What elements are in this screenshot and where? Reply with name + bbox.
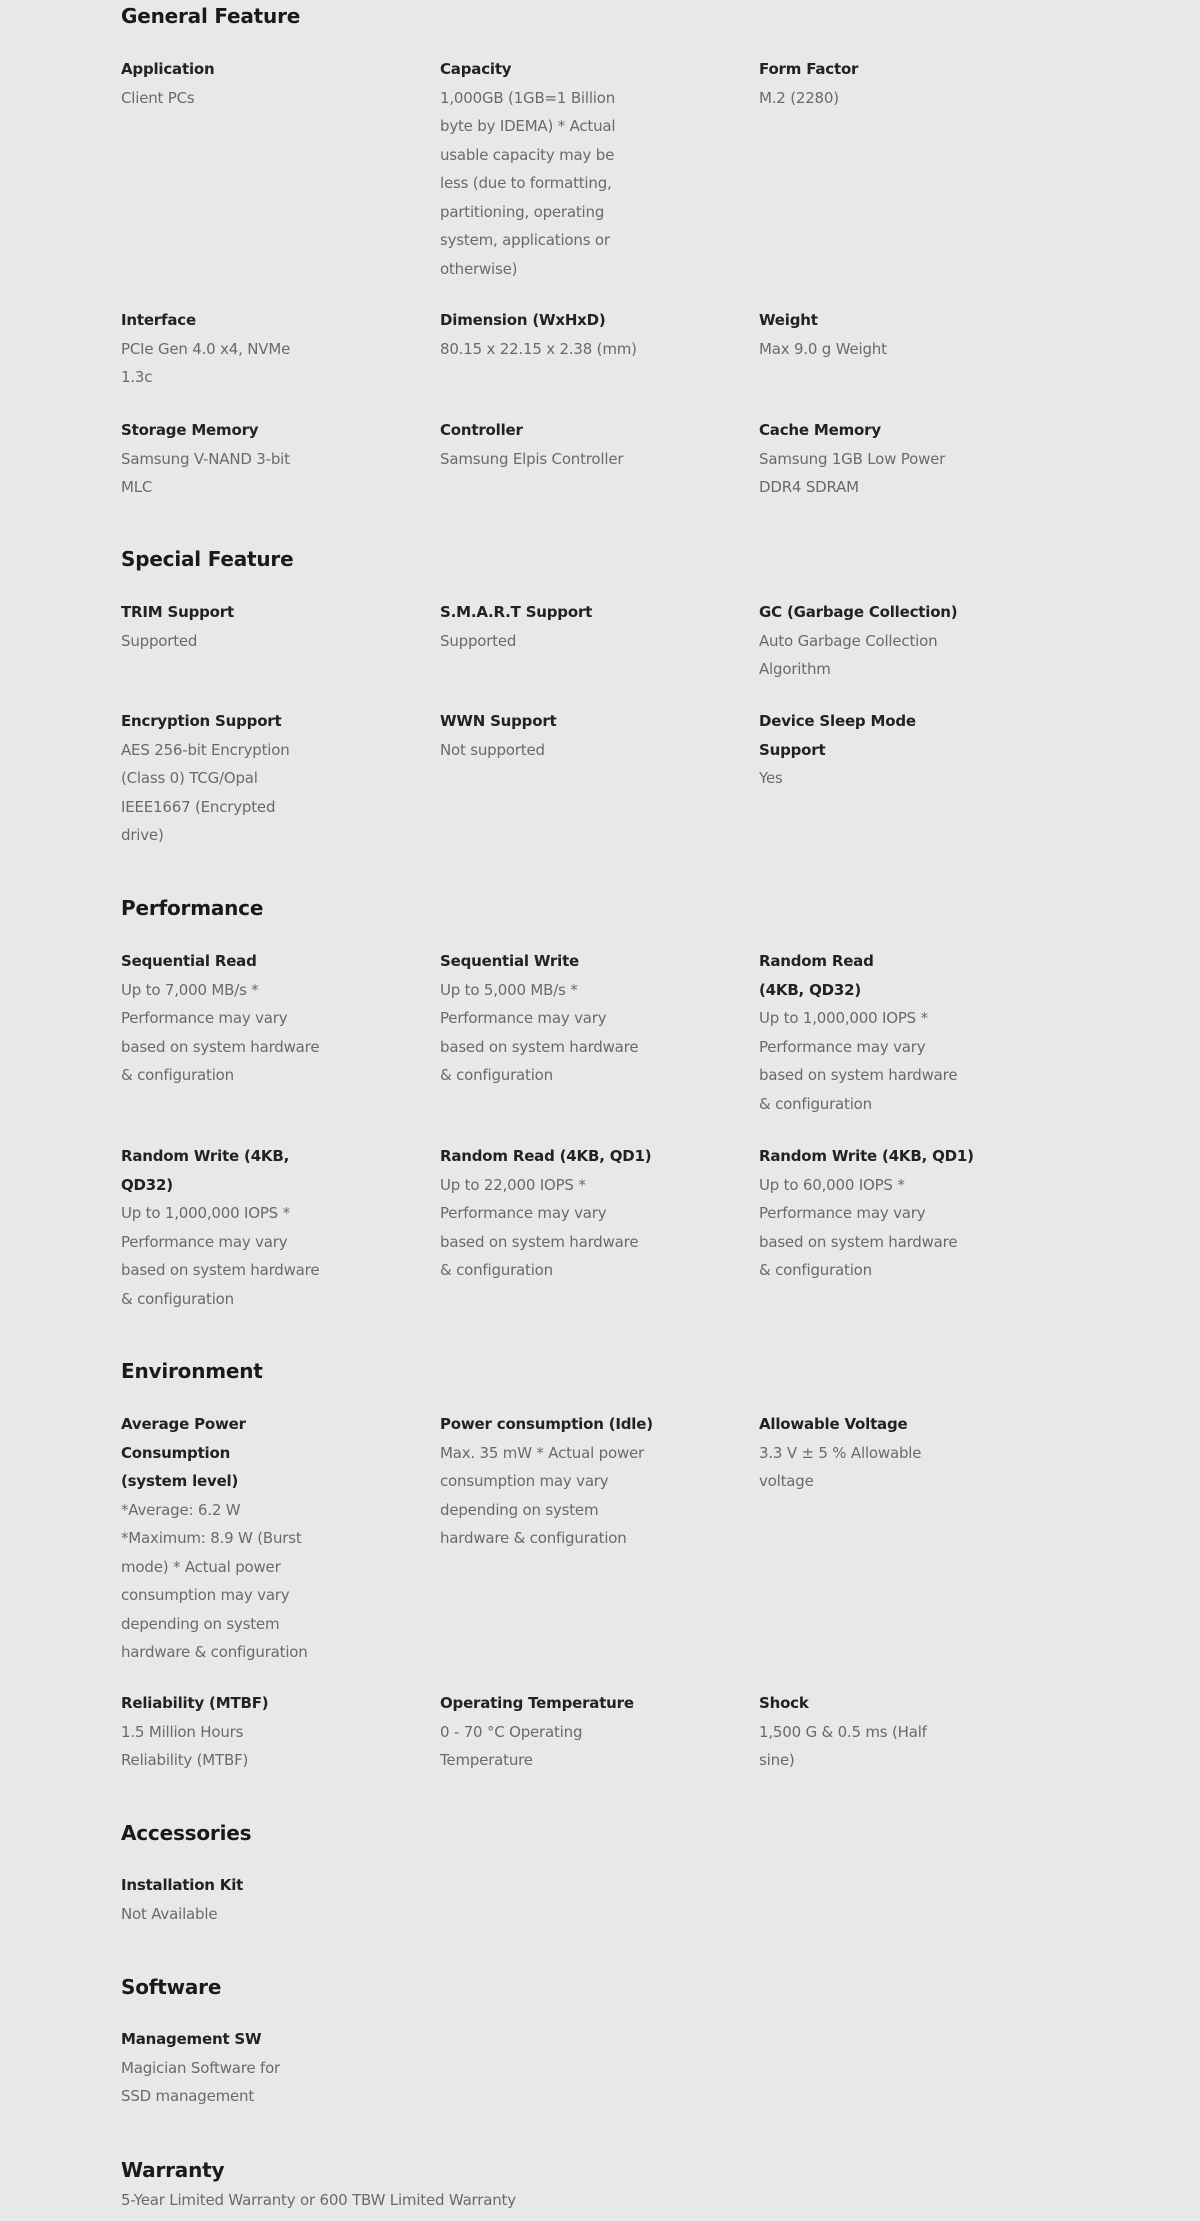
spec-value: Samsung V-NAND 3-bit MLC: [121, 449, 290, 496]
spec-storage-memory: [121, 416, 321, 502]
spec-random-read-qd1: [440, 1142, 652, 1285]
section-environment: [121, 1359, 1081, 1383]
spec-device-sleep-mode: [759, 707, 959, 793]
spec-value: Up to 1,000,000 IOPS * Performance may vary based on system hardware & configuration: [121, 1204, 320, 1308]
spec-capacity: [440, 55, 640, 283]
section-title: Accessories: [121, 1821, 252, 1845]
warranty-value: 5-Year Limited Warranty or 600 TBW Limited Warranty: [121, 2191, 516, 2209]
spec-label: Allowable Voltage: [759, 1415, 908, 1433]
spec-value: Up to 1,000,000 IOPS * Performance may vary based on system hardware & configuration: [759, 1009, 958, 1113]
section-special-feature: [121, 547, 1081, 571]
spec-value: Max 9.0 g Weight: [759, 339, 887, 358]
spec-label: GC (Garbage Collection): [759, 603, 958, 621]
section-title: Software: [121, 1975, 222, 1999]
spec-label: Capacity: [440, 60, 512, 78]
section-software: [121, 1975, 1081, 1999]
spec-weight: [759, 306, 959, 363]
section-accessories: [121, 1821, 1081, 1845]
spec-label: Operating Temperature: [440, 1694, 634, 1712]
spec-label: Sequential Read: [121, 952, 257, 970]
spec-form-factor: [759, 55, 959, 112]
section-title: Environment: [121, 1359, 263, 1383]
spec-value: Client PCs: [121, 88, 195, 107]
spec-wwn-support: [440, 707, 640, 764]
spec-random-write-qd32: [121, 1142, 321, 1313]
section-title: Special Feature: [121, 547, 294, 571]
section-warranty: [121, 2158, 1081, 2182]
spec-value: 1,000GB (1GB=1 Billion byte by IDEMA) * Actual usable capacity may be less (due to formatting, partitioning, operating system, applications or otherwise): [440, 88, 616, 278]
section-title: Performance: [121, 896, 264, 920]
spec-smart-support: [440, 598, 640, 655]
spec-sequential-write: [440, 947, 640, 1090]
spec-value: AES 256-bit Encryption (Class 0) TCG/Opal IEEE1667 (Encrypted drive): [121, 740, 290, 844]
spec-label: Weight: [759, 311, 818, 329]
spec-value: Max. 35 mW * Actual power consumption may vary depending on system hardware & configuration: [440, 1443, 645, 1547]
spec-installation-kit: [121, 1871, 321, 1928]
spec-sequential-read: [121, 947, 321, 1090]
spec-value: Up to 22,000 IOPS * Performance may vary based on system hardware & configuration: [440, 1175, 639, 1279]
spec-value: Auto Garbage Collection Algorithm: [759, 631, 938, 678]
spec-allowable-voltage: [759, 1410, 959, 1496]
spec-power-idle: [440, 1410, 653, 1553]
spec-value: Not Available: [121, 1904, 218, 1923]
spec-label: Sequential Write: [440, 952, 580, 970]
section-performance: [121, 896, 1081, 920]
spec-interface: [121, 306, 321, 392]
spec-garbage-collection: [759, 598, 959, 684]
spec-value: M.2 (2280): [759, 88, 839, 107]
spec-random-write-qd1: [759, 1142, 974, 1285]
spec-label: Dimension (WxHxD): [440, 311, 606, 329]
spec-value: 3.3 V ± 5 % Allowable voltage: [759, 1443, 922, 1490]
spec-shock: [759, 1689, 959, 1775]
spec-value: 80.15 x 22.15 x 2.38 (mm): [440, 339, 637, 358]
spec-label: Form Factor: [759, 60, 859, 78]
spec-value: 0 - 70 °C Operating Temperature: [440, 1722, 583, 1769]
spec-value: *Average: 6.2 W *Maximum: 8.9 W (Burst mode) * Actual power consumption may vary depending on system hardware & configuration: [121, 1500, 308, 1661]
spec-label: Shock: [759, 1694, 809, 1712]
spec-label: S.M.A.R.T Support: [440, 603, 593, 621]
section-general-feature: [121, 4, 1081, 28]
spec-label: Average Power Consumption (system level): [121, 1415, 246, 1490]
spec-label: Controller: [440, 421, 523, 439]
spec-value: Samsung 1GB Low Power DDR4 SDRAM: [759, 449, 946, 496]
spec-label: Power consumption (Idle): [440, 1415, 653, 1433]
spec-label: Cache Memory: [759, 421, 881, 439]
spec-value: Up to 60,000 IOPS * Performance may vary based on system hardware & configuration: [759, 1175, 958, 1279]
spec-value: Supported: [121, 631, 198, 650]
spec-label: Random Read (4KB, QD32): [759, 952, 874, 999]
spec-value: Samsung Elpis Controller: [440, 449, 624, 468]
spec-value: Magician Software for SSD management: [121, 2058, 281, 2105]
spec-value: PCIe Gen 4.0 x4, NVMe 1.3c: [121, 339, 291, 386]
spec-controller: [440, 416, 640, 473]
spec-application: [121, 55, 321, 112]
spec-value: Up to 5,000 MB/s * Performance may vary based on system hardware & configuration: [440, 980, 639, 1084]
spec-encryption-support: [121, 707, 321, 850]
section-title: General Feature: [121, 4, 301, 28]
spec-operating-temperature: [440, 1689, 640, 1775]
spec-label: TRIM Support: [121, 603, 234, 621]
spec-label: WWN Support: [440, 712, 557, 730]
spec-average-power: [121, 1410, 321, 1667]
spec-label: Random Write (4KB, QD32): [121, 1147, 290, 1194]
spec-management-sw: [121, 2025, 321, 2111]
spec-reliability: [121, 1689, 321, 1775]
spec-label: Random Read (4KB, QD1): [440, 1147, 652, 1165]
spec-label: Encryption Support: [121, 712, 282, 730]
spec-label: Application: [121, 60, 215, 78]
spec-label: Random Write (4KB, QD1): [759, 1147, 974, 1165]
spec-cache-memory: [759, 416, 959, 502]
spec-label: Management SW: [121, 2030, 262, 2048]
spec-value: Not supported: [440, 740, 545, 759]
spec-value: Supported: [440, 631, 517, 650]
spec-value: 1,500 G & 0.5 ms (Half sine): [759, 1722, 927, 1769]
spec-label: Interface: [121, 311, 196, 329]
spec-label: Installation Kit: [121, 1876, 244, 1894]
spec-value: Up to 7,000 MB/s * Performance may vary based on system hardware & configuration: [121, 980, 320, 1084]
spec-value: Yes: [759, 769, 783, 787]
spec-dimension: [440, 306, 640, 363]
spec-random-read-qd32: [759, 947, 959, 1118]
spec-trim-support: [121, 598, 321, 655]
spec-label: Storage Memory: [121, 421, 259, 439]
section-title: Warranty: [121, 2158, 225, 2182]
spec-value: 1.5 Million Hours Reliability (MTBF): [121, 1722, 249, 1769]
spec-label: Reliability (MTBF): [121, 1694, 269, 1712]
spec-label: Device Sleep Mode Support: [759, 712, 916, 759]
